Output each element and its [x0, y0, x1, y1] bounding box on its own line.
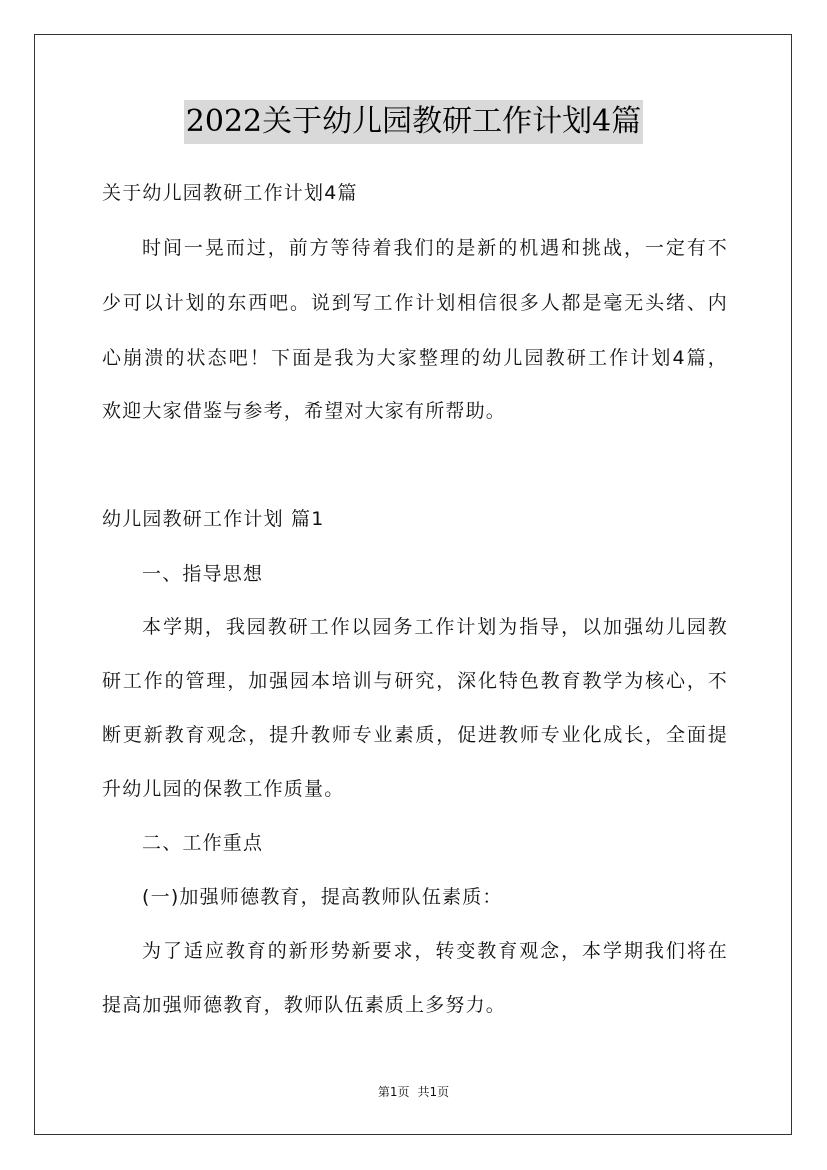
document-subtitle: 关于幼儿园教研工作计划4篇	[102, 182, 358, 204]
heading-work-focus: 二、工作重点	[142, 832, 264, 854]
subheading-teacher-ethics: (一)加强师德教育，提高教师队伍素质：	[142, 886, 503, 908]
para-2-line-1: 为了适应教育的新形势新要求，转变教育观念，本学期我们将在	[142, 940, 728, 962]
para-2-line-2: 提高加强师德教育，教师队伍素质上多努力。	[102, 994, 507, 1016]
para-1-line-3: 断更新教育观念，提升教师专业素质，促进教师专业化成长，全面提	[102, 724, 728, 746]
page-footer	[0, 1083, 827, 1101]
page-total: 共1页	[417, 1085, 450, 1099]
title-container	[0, 100, 827, 144]
heading-guiding-thought: 一、指导思想	[142, 563, 264, 585]
intro-line-3: 心崩溃的状态吧！下面是我为大家整理的幼儿园教研工作计划4篇，	[102, 347, 728, 369]
document-title: 2022关于幼儿园教研工作计划4篇	[184, 100, 643, 144]
intro-line-4: 欢迎大家借鉴与参考，希望对大家有所帮助。	[102, 400, 507, 422]
para-1-line-1: 本学期，我园教研工作以园务工作计划为指导，以加强幼儿园教	[142, 616, 728, 638]
intro-line-1: 时间一晃而过，前方等待着我们的是新的机遇和挑战，一定有不	[142, 237, 728, 259]
para-1-line-4: 升幼儿园的保教工作质量。	[102, 778, 345, 800]
section-title: 幼儿园教研工作计划 篇1	[102, 508, 325, 530]
intro-line-2: 少可以计划的东西吧。说到写工作计划相信很多人都是毫无头绪、内	[102, 292, 728, 314]
para-1-line-2: 研工作的管理，加强园本培训与研究，深化特色教育教学为核心，不	[102, 670, 728, 692]
page-number: 第1页	[377, 1085, 410, 1099]
